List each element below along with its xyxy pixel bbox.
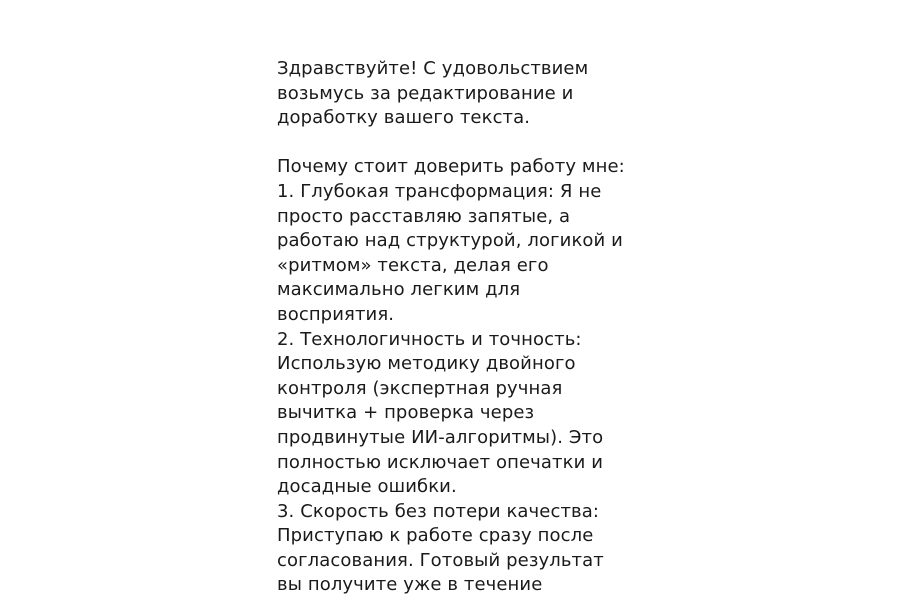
point-1 (277, 180, 657, 328)
text-line: 2. Технологичность и точность: (277, 328, 582, 350)
text-line: контроля (экспертная ручная (277, 377, 563, 399)
text-line: 1. Глубокая трансформация: Я не (277, 180, 602, 202)
text-line: просто расставляю запятые, а (277, 205, 571, 227)
text-line: Приступаю к работе сразу после (277, 525, 594, 547)
text-line: досадные ошибки. (277, 476, 457, 498)
point-2 (277, 328, 657, 500)
text-line: возьмусь за редактирование и (277, 82, 574, 104)
text-line: работаю над структурой, логикой и (277, 230, 623, 252)
text-line: вы получите уже в течение (277, 574, 543, 596)
paragraph-gap (277, 131, 657, 156)
text-line: максимально легким для (277, 279, 521, 301)
text-line: продвинутые ИИ-алгоритмы). Это (277, 426, 604, 448)
text-line: вычитка + проверка через (277, 402, 535, 424)
text-line: Использую методику двойного (277, 353, 576, 375)
text-line: доработку вашего текста. (277, 107, 531, 129)
text-line: согласования. Готовый результат (277, 549, 604, 571)
text-line: Здравствуйте! С удовольствием (277, 58, 589, 79)
text-line: «ритмом» текста, делая его (277, 254, 549, 276)
intro-line: Почему стоит доверить работу мне: (277, 156, 625, 178)
point-3 (277, 500, 657, 598)
message-text (277, 57, 657, 598)
text-line: 3. Скорость без потери качества: (277, 500, 600, 522)
text-line: полностью исключает опечатки и (277, 451, 603, 473)
greeting-paragraph (277, 57, 657, 131)
text-line: восприятия. (277, 303, 395, 325)
